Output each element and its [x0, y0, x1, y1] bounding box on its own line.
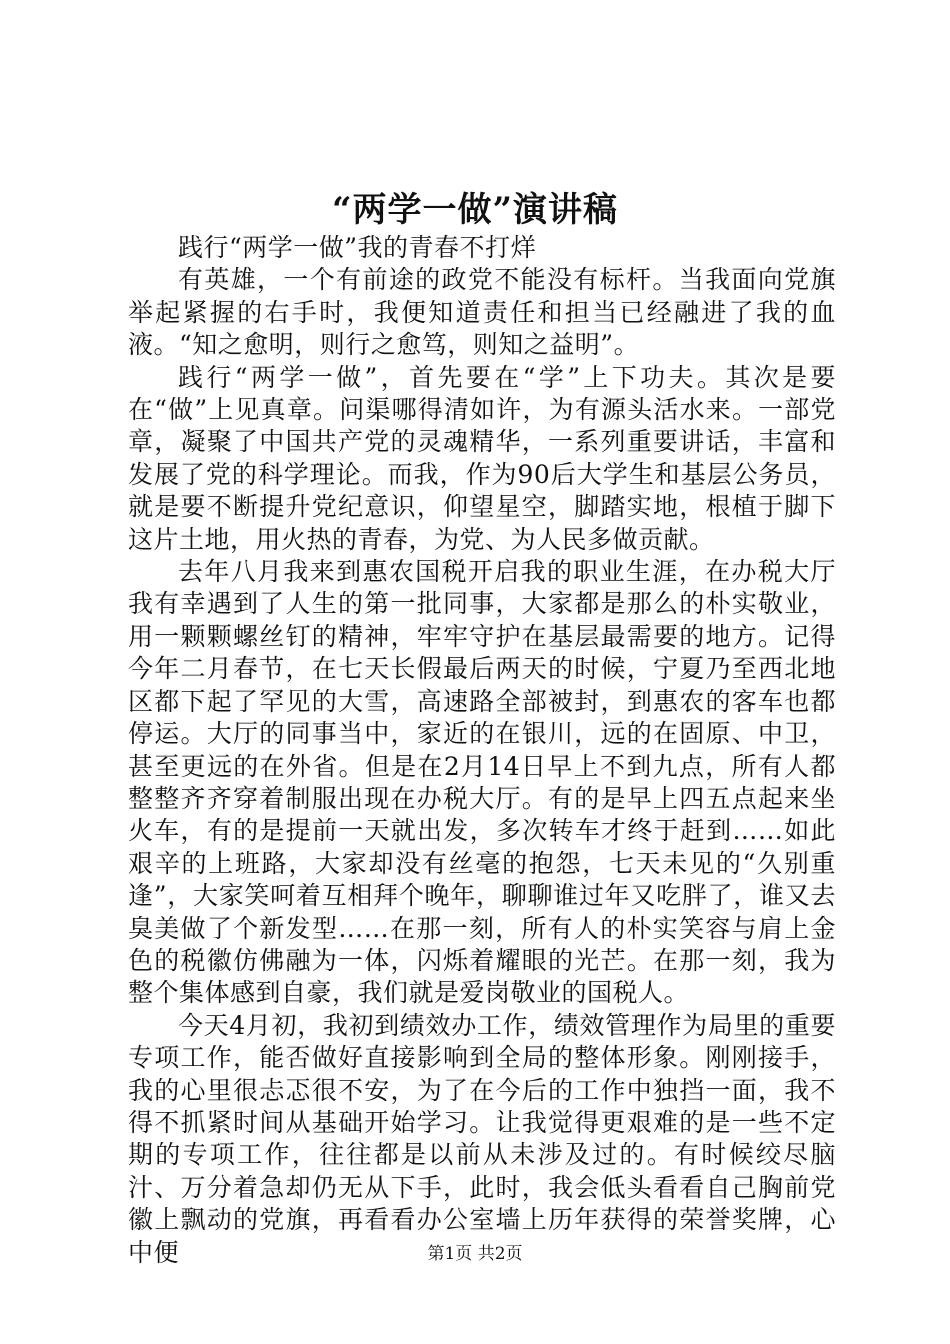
page-number-footer: 第1页 共2页: [427, 1244, 523, 1264]
document-title: “两学一做”演讲稿: [331, 190, 619, 230]
paragraph: 今天4月初，我初到绩效办工作，绩效管理作为局里的重要专项工作，能否做好直接影响到全局的整体形象。刚刚接手，我的心里很忐忑很不安，为了在今后的工作中独挡一面，我不得不抓紧时间从基础开始学习。让我觉得更艰难的是一些不定期的专项工作，往往都是以前从未涉及过的。有时候绞尽脑汁、万分着急却仍无从下手，此时，我会低头看看自己胸前党徽上飘动的党旗，再看看办公室墙上历年获得的荣誉奖牌，心中便: [128, 1010, 836, 1267]
document-body: [128, 232, 836, 1269]
paragraph: 有英雄，一个有前途的政党不能没有标杆。当我面向党旗举起紧握的右手时，我便知道责任和担当已经融进了我的血液。“知之愈明，则行之愈笃，则知之益明”。: [128, 265, 836, 360]
paragraph-subtitle: 践行“两学一做”我的青春不打烊: [178, 233, 537, 262]
paragraph: 去年八月我来到惠农国税开启我的职业生涯，在办税大厅我有幸遇到了人生的第一批同事，大家都是那么的朴实敬业，用一颗颗螺丝钉的精神，牢牢守护在基层最需要的地方。记得今年二月春节，在七天长假最后两天的时候，宁夏乃至西北地区都下起了罕见的大雪，高速路全部被封，到惠农的客车也都停运。大厅的同事当中，家近的在银川，远的在固原、中卫，甚至更远的在外省。但是在2月14日早上不到九点，所有人都整整齐齐穿着制服出现在办税大厅。有的是早上四五点起来坐火车，有的是提前一天就出发，多次转车才终于赶到……如此艰辛的上班路，大家却没有丝毫的抱怨，七天未见的“久别重逢”，大家笑呵着互相拜个晚年，聊聊谁过年又吃胖了，谁又去臭美做了个新发型……在那一刻，所有人的朴实笑容与肩上金色的税徽仿佛融为一体，闪烁着耀眼的光芒。在那一刻，我为整个集体感到自豪，我们就是爱岗敬业的国税人。: [128, 557, 836, 1008]
paragraph: 践行“两学一做”，首先要在“学”上下功夫。其次是要在“做”上见真章。问渠哪得清如许，为有源头活水来。一部党章，凝聚了中国共产党的灵魂精华，一系列重要讲话，丰富和发展了党的科学理论。而我，作为90后大学生和基层公务员，就是要不断提升党纪意识，仰望星空，脚踏实地，根植于脚下这片土地，用火热的青春，为党、为人民多做贡献。: [128, 362, 836, 554]
